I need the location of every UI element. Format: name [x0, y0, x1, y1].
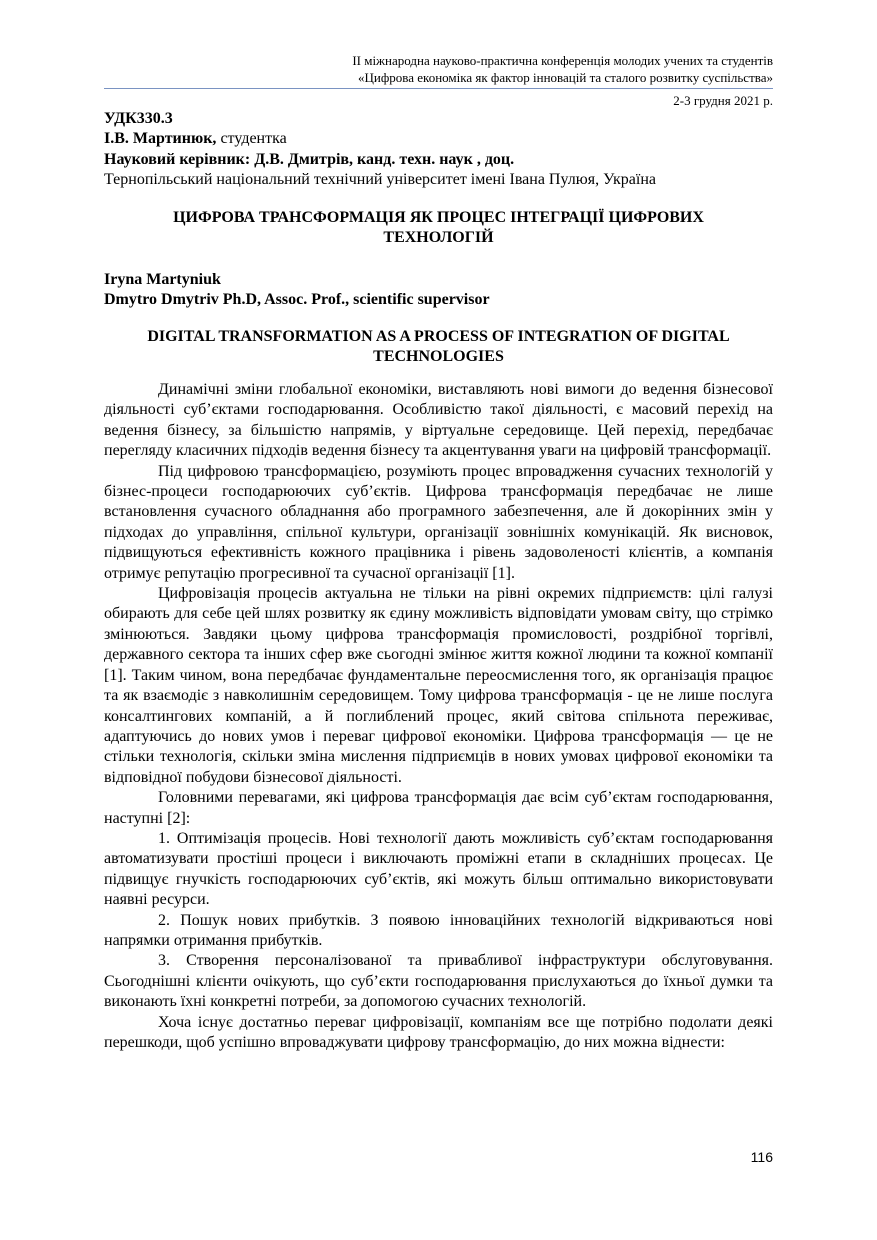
- title-en-line1: DIGITAL TRANSFORMATION AS A PROCESS OF INTEGRATION OF DIGITAL: [147, 328, 730, 345]
- title-en: [104, 327, 773, 367]
- article-body: [104, 380, 773, 1053]
- conference-header-line1: ІІ міжнародна науково-практична конференція молодих учених та студентів: [352, 53, 773, 68]
- title-en-line2: TECHNOLOGIES: [373, 348, 504, 365]
- conference-date: 2-3 грудня 2021 р.: [673, 93, 773, 108]
- paragraph: Динамічні зміни глобальної економіки, виставляють нові вимоги до ведення бізнесової діяльності суб’єктами господарювання. Особливістю такої діяльності, є масовий перехід на ведення бізнесу, за більшістю напрямів, у віртуальне середовище. Цей перехід, передбачає перегляду класичних підходів ведення бізнесу та акцентування уваги на цифровій трансформації.: [104, 381, 773, 460]
- institution-line: Тернопільський національний технічний університет імені Івана Пулюя, Україна: [104, 171, 656, 188]
- header-divider: [104, 88, 773, 89]
- list-item: 3. Створення персоналізованої та привабливої інфраструктури обслуговування. Сьогоднішні клієнти очікують, що суб’єкти господарювання прислухаються до їхньої думки та виконають їхні конкретні потреби, за допомогою сучасних технологій.: [104, 952, 773, 1011]
- page-number: 116: [750, 1149, 773, 1165]
- list-item: 1. Оптимізація процесів. Нові технології дають можливість суб’єктам господарювання автоматизувати простіші процеси і виключають проміжні етапи в складніших процесах. Це підвищує гнучкість господарюючих суб’єктів, які можуть більш оптимально використовувати наявні ресурси.: [104, 829, 773, 909]
- conference-header-line2: «Цифрова економіка як фактор інновацій та сталого розвитку суспільства»: [358, 70, 773, 85]
- udc-code: УДК330.3: [104, 110, 173, 127]
- paragraph: Хоча існує достатньо переваг цифровізації, компаніям все ще потрібно подолати деякі перешкоди, щоб успішно впроваджувати цифрову трансформацію, до них можна віднести:: [104, 1013, 773, 1051]
- paragraph: Головними перевагами, які цифрова трансформація дає всім суб’єктам господарювання, наступні [2]:: [104, 789, 773, 827]
- list-item: 2. Пошук нових прибутків. З появою інноваційних технологій відкриваються нові напрямки отримання прибутків.: [104, 911, 773, 949]
- author-role: студентка: [216, 130, 287, 147]
- supervisor-en: Dmytro Dmytriv Ph.D, Assoc. Prof., scientific supervisor: [104, 291, 490, 308]
- title-ua-line1: ЦИФРОВА ТРАНСФОРМАЦІЯ ЯК ПРОЦЕС ІНТЕГРАЦІЇ ЦИФРОВИХ: [173, 209, 704, 226]
- supervisor-line: Науковий керівник: Д.В. Дмитрів, канд. техн. наук , доц.: [104, 151, 515, 168]
- author-name: І.В. Мартинюк,: [104, 130, 217, 147]
- author-en: Iryna Martyniuk: [104, 271, 221, 288]
- title-ua-line2: ТЕХНОЛОГІЙ: [383, 229, 494, 246]
- paragraph: Цифровізація процесів актуальна не тільки на рівні окремих підприємств: цілі галузі обирають для себе цей шлях розвитку як єдину можливість відповідати умовам світу, що стрімко змінюються. Завдяки цьому цифрова трансформація промисловості, роздрібної торгівлі, державного сектора та інших сфер вже сьогодні змінює життя кожної людини та кожної компанії [1]. Таким чином, вона передбачає фундаментальне переосмислення того, як організація працює та як взаємодіє з навколишнім середовищем. Тому цифрова трансформація - це не лише послуга консалтингових компаній, а й поглиблений процес, який світова спільнота переживає, адаптуючись до нових умов і переваг цифрової економіки. Цифрова трансформація — це не стільки технологія, скільки зміна мислення підприємців в нових умовах цифрової економіки та відповідної побудови бізнесової діяльності.: [104, 585, 773, 786]
- title-ua: [104, 208, 773, 248]
- author-line: [104, 129, 773, 149]
- paragraph: Під цифровою трансформацією, розуміють процес впровадження сучасних технологій у бізнес-процеси господарюючих суб’єктів. Цифрова трансформація передбачає не лише встановлення сучасного обладнання або програмного забезпечення, але й докорінних змін у підходах до управління, спільної культури, організації зовнішніх комунікацій. Як висновок, підвищуються ефективність кожного працівника і рівень задоволеності клієнтів, а компанія отримує репутацію прогресивної та сучасної організації [1].: [104, 462, 773, 582]
